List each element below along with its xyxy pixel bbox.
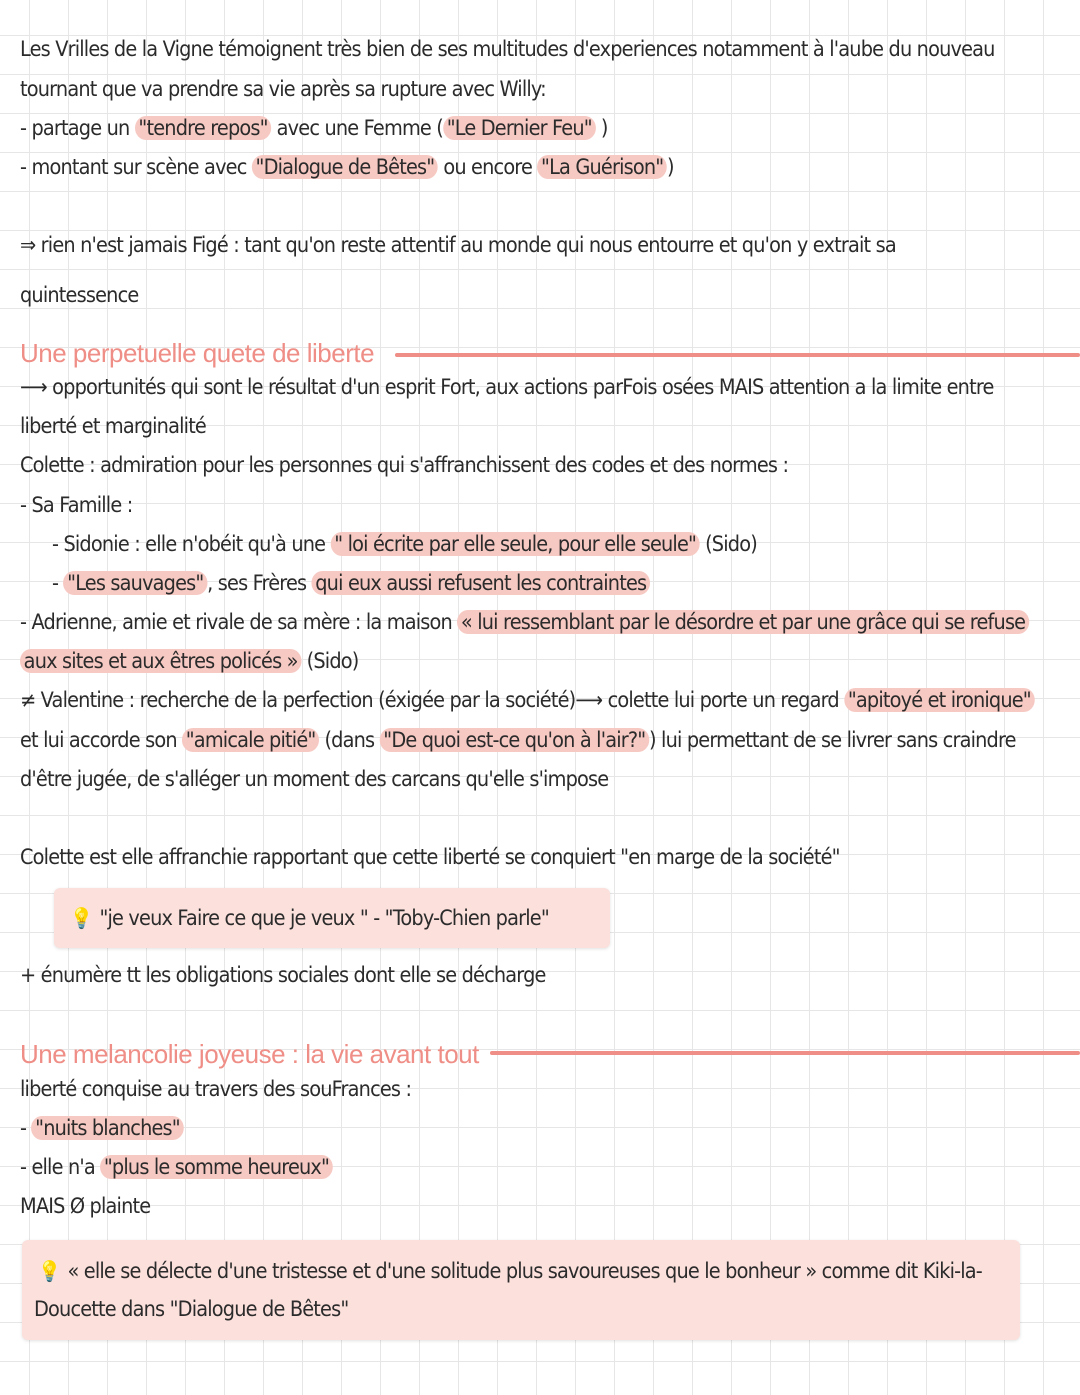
section1-line-9: ≠ Valentine : recherche de la perfection (éxigée par la société)⟶ colette lui porte un regard "apitoyé et ironique" — [20, 685, 1035, 715]
intro-line-2: tournant que va prendre sa vie après sa rupture avec Willy: — [20, 77, 546, 101]
section1-line-10: et lui accorde son "amicale pitié" (dans "De quoi est-ce qu'on à l'air?" ) lui permettant de se livrer sans craindre — [20, 728, 1016, 752]
intro-line-1: Les Vrilles de la Vigne témoignent très bien de ses multitudes d'experiences notamment à l'aube du nouveau — [20, 37, 995, 61]
section1-line-6: - "Les sauvages" , ses Frères qui eux aussi refusent les contraintes — [52, 568, 650, 598]
section-heading-liberte: Une perpetuelle quete de liberte — [20, 338, 375, 368]
quote-callout-1 — [54, 888, 610, 948]
section1-line-2: liberté et marginalité — [20, 414, 206, 438]
intro-line-3: - partage un "tendre repos" avec une Femme ( "Le Dernier Feu" ) — [20, 116, 608, 140]
callout-1-text: "je veux Faire ce que je veux " - "Toby-Chien parle" — [99, 906, 549, 930]
heading-rule — [395, 353, 1080, 357]
section2-line-1: liberté conquise au travers des souFrances : — [20, 1077, 412, 1101]
intro-line-4: - montant sur scène avec "Dialogue de Bêtes" ou encore "La Guérison" ) — [20, 155, 674, 179]
quote-callout-2 — [22, 1240, 1020, 1340]
lightbulb-icon: 💡 — [38, 1259, 61, 1283]
callout-2-text: « elle se délecte d'une tristesse et d'une solitude plus savoureuses que le bonheur » comme dit Kiki-la- — [67, 1259, 982, 1283]
section2-line-3: - elle n'a "plus le somme heureux" — [20, 1152, 333, 1182]
section1-line-12: Colette est elle affranchie rapportant que cette liberté se conquiert "en marge de la société" — [20, 845, 840, 869]
section1-line-1: ⟶ opportunités qui sont le résultat d'un esprit Fort, aux actions parFois osées MAIS attention a la limite entre — [20, 375, 994, 399]
lightbulb-icon: 💡 — [70, 906, 93, 930]
section2-line-4: MAIS Ø plainte — [20, 1194, 151, 1218]
section1-line-5: - Sidonie : elle n'obéit qu'à une " loi écrite par elle seule, pour elle seule" (Sido) — [52, 532, 757, 556]
intro-conclusion: ⇒ rien n'est jamais Figé : tant qu'on reste attentif au monde qui nous entourre et qu'on y extrait sa — [20, 233, 896, 257]
intro-conclusion-cont: quintessence — [20, 283, 139, 307]
section1-line-4: - Sa Famille : — [20, 493, 133, 517]
section1-line-3: Colette : admiration pour les personnes qui s'affranchissent des codes et des normes : — [20, 453, 789, 477]
section2-line-2: - "nuits blanches" — [20, 1113, 184, 1143]
section-heading-melancolie: Une melancolie joyeuse : la vie avant tout — [20, 1039, 479, 1069]
section1-line-13: + énumère tt les obligations sociales dont elle se décharge — [20, 963, 546, 987]
callout-2-text-cont: Doucette dans "Dialogue de Bêtes" — [34, 1297, 349, 1321]
section1-line-7: - Adrienne, amie et rivale de sa mère : la maison « lui ressemblant par le désordre et par une grâce qui se refuse — [20, 607, 1029, 637]
heading-rule-2 — [490, 1051, 1080, 1055]
section1-line-8: aux sites et aux êtres policés » (Sido) — [20, 646, 358, 676]
section1-line-11: d'être jugée, de s'alléger un moment des carcans qu'elle s'impose — [20, 767, 609, 791]
